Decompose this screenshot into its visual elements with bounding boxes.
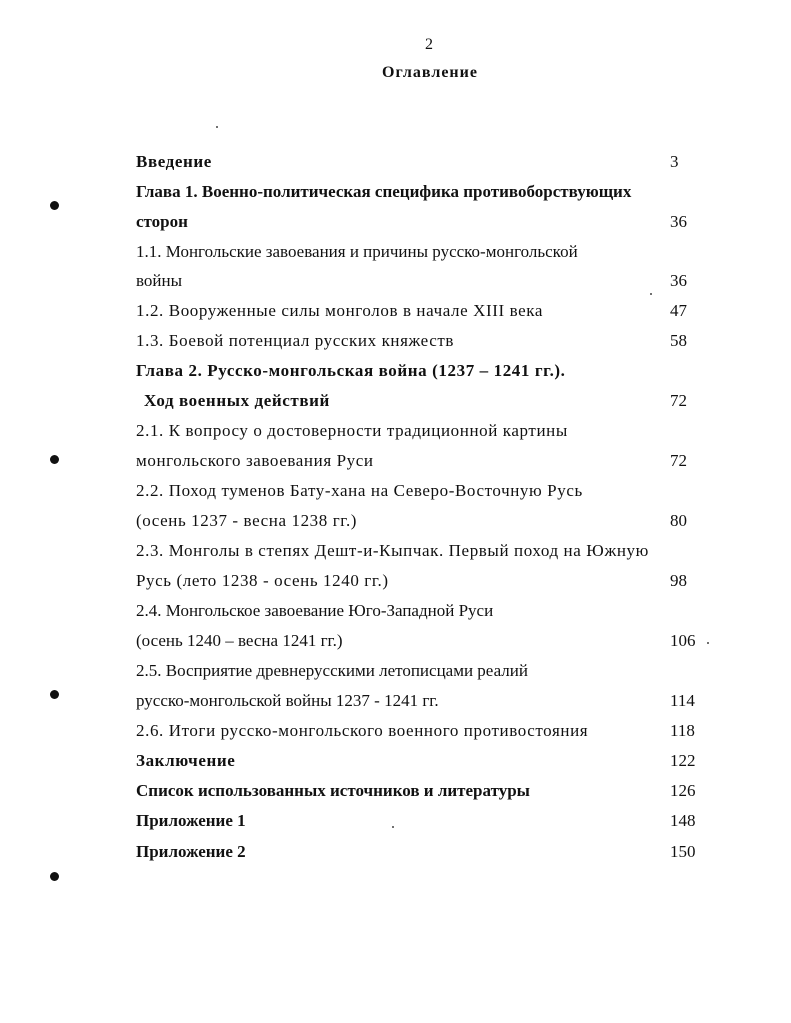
- toc-page-number: 118: [670, 721, 695, 740]
- toc-page-number: 150: [670, 842, 696, 861]
- toc-entry-text: 1.3. Боевой потенциал русских княжеств: [136, 331, 455, 350]
- toc-page-number: 148: [670, 811, 696, 830]
- toc-page-number: 47: [670, 301, 687, 320]
- toc-entry-text: 2.6. Итоги русско-монгольского военного противостояния: [136, 721, 589, 740]
- toc-page-number: 36: [670, 212, 687, 231]
- toc-entry-text: Приложение 2: [136, 842, 246, 861]
- toc-page-number: 58: [670, 331, 687, 350]
- toc-entry-text: 2.2. Поход туменов Бату-хана на Северо-Восточную Русь: [136, 481, 583, 500]
- toc-entry-text: 2.3. Монголы в степях Дешт-и-Кыпчак. Первый поход на Южную: [136, 541, 649, 560]
- toc-entry-text: монгольского завоевания Руси: [136, 451, 374, 470]
- toc-entry-text: Ход военных действий: [144, 391, 330, 410]
- toc-entry-text: Русь (лето 1238 - осень 1240 гг.): [136, 571, 389, 590]
- page-title: Оглавление: [382, 64, 478, 81]
- toc-page-number: 72: [670, 391, 687, 410]
- toc-entry-text: Глава 2. Русско-монгольская война (1237 – 1241 гг.).: [136, 361, 566, 380]
- binder-hole-mark: [50, 690, 59, 699]
- toc-entry-text: русско-монгольской войны 1237 - 1241 гг.: [136, 691, 439, 710]
- toc-page-number: 106: [670, 631, 696, 650]
- toc-page-number: 126: [670, 781, 696, 800]
- scan-speck: [707, 642, 709, 644]
- toc-page-number: 80: [670, 511, 687, 530]
- binder-hole-mark: [50, 455, 59, 464]
- toc-entry-text: Список использованных источников и литературы: [136, 781, 530, 800]
- toc-entry-text: Введение: [136, 152, 212, 171]
- toc-entry-text: 2.1. К вопросу о достоверности традиционной картины: [136, 421, 568, 440]
- toc-entry-text: 1.1. Монгольские завоевания и причины русско-монгольской: [136, 242, 578, 261]
- toc-page-number: 98: [670, 571, 687, 590]
- toc-page-number: 114: [670, 691, 695, 710]
- toc-entry-text: 1.2. Вооруженные силы монголов в начале XIII века: [136, 301, 544, 320]
- toc-page-number: 36: [670, 271, 687, 290]
- binder-hole-mark: [50, 201, 59, 210]
- toc-entry-text: (осень 1237 - весна 1238 гг.): [136, 511, 358, 530]
- page-number: 2: [425, 36, 433, 53]
- toc-page-number: 3: [670, 152, 679, 171]
- binder-hole-mark: [50, 872, 59, 881]
- toc-entry-text: войны: [136, 271, 183, 290]
- toc-entry-text: (осень 1240 – весна 1241 гг.): [136, 631, 343, 650]
- scan-speck: [392, 826, 394, 828]
- scan-speck: [216, 126, 218, 128]
- scan-speck: [650, 293, 652, 295]
- toc-entry-text: 2.4. Монгольское завоевание Юго-Западной Руси: [136, 601, 494, 620]
- toc-entry-text: Глава 1. Военно-политическая специфика противоборствующих: [136, 182, 632, 201]
- toc-entry-text: Заключение: [136, 751, 236, 770]
- toc-page-number: 122: [670, 751, 696, 770]
- toc-page-number: 72: [670, 451, 687, 470]
- toc-entry-text: Приложение 1: [136, 811, 246, 830]
- toc-entry-text: 2.5. Восприятие древнерусскими летописцами реалий: [136, 661, 528, 680]
- toc-entry-text: сторон: [136, 212, 188, 231]
